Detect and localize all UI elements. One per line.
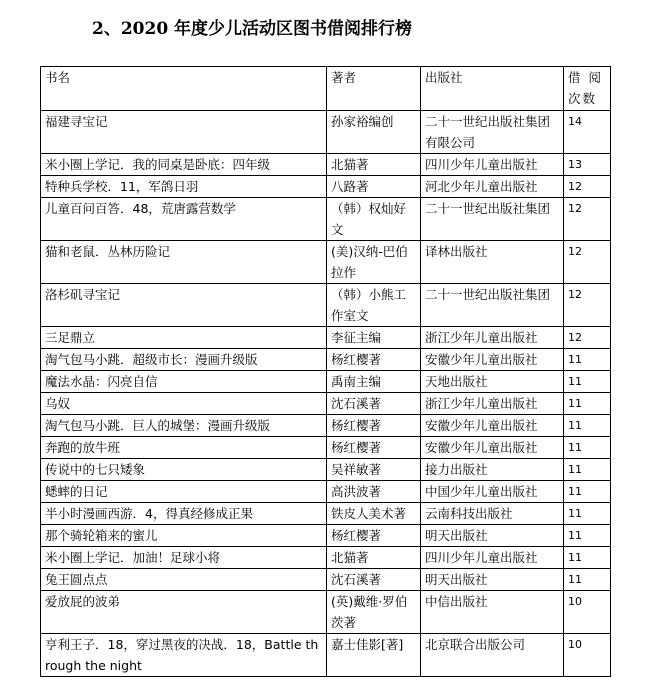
cell-count: 11 [564, 569, 611, 591]
cell-count: 11 [564, 393, 611, 415]
cell-author: 孙家裕编创 [327, 111, 421, 154]
cell-publisher: 二十一世纪出版社集团有限公司 [421, 111, 564, 154]
table-row [41, 284, 611, 327]
cell-author: 八路著 [327, 176, 421, 198]
cell-count: 11 [564, 525, 611, 547]
cell-title: 那个骑轮箱来的蜜儿 [41, 525, 327, 547]
table-row [41, 525, 611, 547]
cell-author: 禹南主编 [327, 371, 421, 393]
cell-publisher: 天地出版社 [421, 371, 564, 393]
cell-title: 乌奴 [41, 393, 327, 415]
cell-count: 11 [564, 349, 611, 371]
cell-author: (美)汉纳-巴伯拉作 [327, 241, 421, 284]
cell-count: 11 [564, 459, 611, 481]
cell-author: 北猫著 [327, 154, 421, 176]
cell-title: 特种兵学校．11，军鸽日羽 [41, 176, 327, 198]
cell-author: 李征主编 [327, 327, 421, 349]
table-row [41, 198, 611, 241]
cell-count: 14 [564, 111, 611, 154]
cell-author: 吴祥敏著 [327, 459, 421, 481]
table-row [41, 634, 611, 677]
cell-title: 蟋蟀的日记 [41, 481, 327, 503]
cell-publisher: 中国少年儿童出版社 [421, 481, 564, 503]
cell-count: 11 [564, 415, 611, 437]
cell-title: 淘气包马小跳．巨人的城堡：漫画升级版 [41, 415, 327, 437]
table-row [41, 349, 611, 371]
table-row [41, 591, 611, 634]
cell-publisher: 四川少年儿童出版社 [421, 154, 564, 176]
cell-publisher: 云南科技出版社 [421, 503, 564, 525]
cell-publisher: 二十一世纪出版社集团 [421, 284, 564, 327]
cell-author: 沈石溪著 [327, 393, 421, 415]
table-row [41, 371, 611, 393]
cell-author: 嘉士佳影[著] [327, 634, 421, 677]
cell-count: 12 [564, 327, 611, 349]
header-author: 著者 [327, 67, 421, 111]
cell-publisher: 安徽少年儿童出版社 [421, 349, 564, 371]
cell-count: 11 [564, 371, 611, 393]
cell-count: 12 [564, 176, 611, 198]
cell-title: 淘气包马小跳．超级市长：漫画升级版 [41, 349, 327, 371]
cell-title: 传说中的七只矮象 [41, 459, 327, 481]
cell-author: (英)戴维·罗伯茨著 [327, 591, 421, 634]
table-row [41, 481, 611, 503]
cell-publisher: 安徽少年儿童出版社 [421, 415, 564, 437]
cell-title: 半小时漫画西游．4，得真经修成正果 [41, 503, 327, 525]
cell-publisher: 明天出版社 [421, 569, 564, 591]
page-title: 2、2020 年度少儿活动区图书借阅排行榜 [92, 19, 413, 39]
cell-count: 11 [564, 481, 611, 503]
table-row [41, 111, 611, 154]
cell-count: 11 [564, 547, 611, 569]
cell-publisher: 接力出版社 [421, 459, 564, 481]
cell-publisher: 明天出版社 [421, 525, 564, 547]
cell-author: 北猫著 [327, 547, 421, 569]
cell-publisher: 四川少年儿童出版社 [421, 547, 564, 569]
cell-author: 杨红樱著 [327, 437, 421, 459]
cell-publisher: 二十一世纪出版社集团 [421, 198, 564, 241]
table-row [41, 415, 611, 437]
header-count: 借 阅 次数 [564, 67, 611, 111]
cell-author: 杨红樱著 [327, 349, 421, 371]
cell-publisher: 北京联合出版公司 [421, 634, 564, 677]
cell-author: 杨红樱著 [327, 415, 421, 437]
table-row [41, 437, 611, 459]
table-row [41, 547, 611, 569]
cell-author: （韩）小熊工作室文 [327, 284, 421, 327]
table-row [41, 569, 611, 591]
cell-publisher: 河北少年儿童出版社 [421, 176, 564, 198]
table-row [41, 176, 611, 198]
table-row [41, 503, 611, 525]
table-row [41, 459, 611, 481]
header-publisher: 出版社 [421, 67, 564, 111]
cell-title: 亨利王子．18，穿过黑夜的决战．18，Battle through the night [41, 634, 327, 677]
table-row [41, 327, 611, 349]
cell-author: （韩）权灿好文 [327, 198, 421, 241]
cell-publisher: 安徽少年儿童出版社 [421, 437, 564, 459]
cell-count: 13 [564, 154, 611, 176]
cell-title: 儿童百问百答．48，荒唐露营数学 [41, 198, 327, 241]
cell-count: 12 [564, 198, 611, 241]
cell-title: 洛杉矶寻宝记 [41, 284, 327, 327]
cell-title: 米小圈上学记．我的同桌是卧底：四年级 [41, 154, 327, 176]
cell-title: 米小圈上学记．加油！足球小将 [41, 547, 327, 569]
cell-title: 奔跑的放牛班 [41, 437, 327, 459]
cell-publisher: 浙江少年儿童出版社 [421, 393, 564, 415]
cell-count: 12 [564, 241, 611, 284]
cell-title: 三足鼎立 [41, 327, 327, 349]
cell-count: 10 [564, 591, 611, 634]
cell-publisher: 中信出版社 [421, 591, 564, 634]
cell-title: 魔法水晶：闪亮自信 [41, 371, 327, 393]
table-row [41, 241, 611, 284]
cell-count: 11 [564, 437, 611, 459]
cell-publisher: 译林出版社 [421, 241, 564, 284]
cell-author: 铁皮人美术著 [327, 503, 421, 525]
table-row [41, 393, 611, 415]
table-header-row [41, 67, 611, 111]
cell-title: 兔王圆点点 [41, 569, 327, 591]
table-row [41, 154, 611, 176]
cell-title: 爱放屁的波弟 [41, 591, 327, 634]
cell-count: 11 [564, 503, 611, 525]
cell-title: 猫和老鼠．丛林历险记 [41, 241, 327, 284]
cell-count: 12 [564, 284, 611, 327]
ranking-table [40, 66, 611, 677]
cell-author: 高洪波著 [327, 481, 421, 503]
cell-author: 杨红樱著 [327, 525, 421, 547]
cell-title: 福建寻宝记 [41, 111, 327, 154]
cell-count: 10 [564, 634, 611, 677]
cell-publisher: 浙江少年儿童出版社 [421, 327, 564, 349]
header-title: 书名 [41, 67, 327, 111]
cell-author: 沈石溪著 [327, 569, 421, 591]
